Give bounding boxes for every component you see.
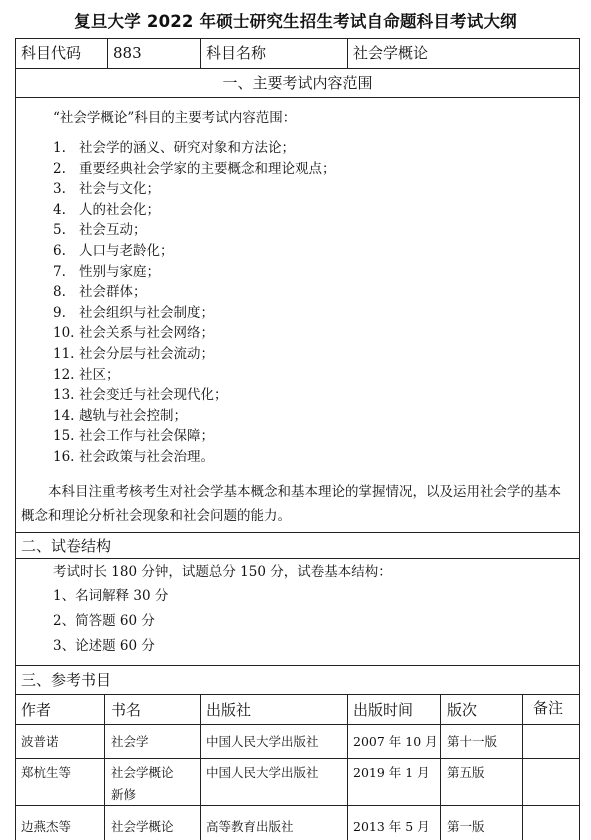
list-item-number: 11.	[53, 346, 75, 362]
rule-header-v1	[107, 38, 108, 68]
col-book: 书名	[111, 701, 142, 719]
content-list-item	[53, 344, 214, 364]
book-edition: 第十一版	[447, 734, 498, 749]
book-publisher: 高等教育出版社	[206, 819, 294, 834]
content-list-item	[53, 447, 214, 467]
section3-heading: 三、参考书目	[21, 671, 112, 689]
rule-section2-heading	[15, 558, 580, 559]
book-author: 郑杭生等	[21, 765, 72, 780]
list-item-text: 社会政策与社会治理。	[79, 449, 214, 465]
content-list-item	[53, 200, 160, 220]
list-item-text: 社会分层与社会流动；	[79, 346, 214, 362]
list-item-number: 8.	[53, 284, 66, 301]
content-list-item	[53, 138, 295, 158]
list-item-text: 人口与老龄化；	[79, 243, 174, 259]
book-publisher: 中国人民大学出版社	[206, 765, 319, 780]
content-list-item	[53, 241, 174, 261]
rule-book-row1	[15, 758, 580, 759]
section1-intro: “社会学概论”科目的主要考试内容范围：	[53, 110, 297, 126]
list-item-number: 5.	[53, 222, 66, 239]
rule-right	[579, 38, 580, 840]
rule-books-v4	[440, 694, 441, 840]
list-item-number: 12.	[53, 366, 75, 383]
list-item-number: 13.	[53, 387, 75, 404]
section1-heading: 一、主要考试内容范围	[222, 74, 373, 92]
book-publisher: 中国人民大学出版社	[206, 734, 319, 749]
structure-item: 2、简答题 60 分	[53, 613, 155, 629]
book-date: 2019 年 1 月	[353, 765, 430, 780]
rule-books-v1	[104, 694, 105, 840]
list-item-text: 社会工作与社会保障；	[79, 428, 214, 445]
content-list-item	[53, 365, 120, 385]
rule-books-v2	[200, 694, 201, 840]
list-item-text: 社会组织与社会制度；	[79, 304, 214, 321]
list-item-number: 9.	[53, 304, 66, 321]
rule-header-bottom	[15, 68, 580, 69]
list-item-number: 10.	[53, 325, 75, 342]
list-item-number: 16.	[53, 449, 75, 465]
book-edition: 第一版	[447, 819, 485, 834]
document-title: 复旦大学 2022 年硕士研究生招生考试自命题科目考试大纲	[74, 12, 517, 31]
list-item-text: 性别与家庭；	[79, 263, 160, 280]
content-list-item	[53, 385, 228, 405]
subject-name-label: 科目名称	[206, 44, 267, 62]
col-publisher: 出版社	[206, 701, 252, 719]
subject-code-value: 883	[113, 44, 142, 62]
book-title: 社会学概论	[111, 819, 174, 834]
book-title: 社会学	[111, 734, 149, 749]
list-item-text: 越轨与社会控制；	[79, 407, 187, 424]
rule-books-v3	[347, 694, 348, 840]
list-item-number: 7.	[53, 263, 66, 280]
content-list-item	[53, 323, 214, 343]
rule-book-row2	[15, 805, 580, 806]
structure-item: 1、名词解释 30 分	[53, 588, 169, 604]
rule-section1-heading	[15, 97, 580, 98]
content-list-item	[53, 303, 214, 323]
list-item-text: 社区；	[79, 366, 120, 383]
list-item-text: 社会关系与社会网络；	[79, 325, 214, 342]
rule-books-v5	[522, 694, 523, 840]
book-edition: 第五版	[447, 765, 485, 780]
list-item-text: 社会学的涵义、研究对象和方法论；	[79, 140, 295, 156]
list-item-number: 1.	[53, 140, 66, 156]
content-list-item	[53, 426, 214, 446]
content-list-item	[53, 262, 160, 282]
list-item-number: 4.	[53, 201, 66, 218]
list-item-text: 社会变迁与社会现代化；	[79, 387, 228, 404]
list-item-text: 人的社会化；	[79, 201, 160, 218]
rule-section1-end	[15, 532, 580, 533]
section2-intro: 考试时长 180 分钟，试题总分 150 分，试卷基本结构：	[53, 564, 392, 580]
content-list-item	[53, 159, 336, 179]
subject-code-label: 科目代码	[21, 44, 82, 62]
rule-left	[15, 38, 16, 840]
list-item-number: 15.	[53, 428, 75, 445]
book-date: 2013 年 5 月	[353, 819, 430, 834]
rule-section2-end	[15, 665, 580, 666]
rule-header-v2	[200, 38, 201, 68]
book-title: 社会学概论	[111, 765, 174, 780]
list-item-text: 社会互动；	[79, 222, 147, 239]
col-note: 备注	[533, 699, 564, 717]
book-date: 2007 年 10 月	[353, 734, 438, 749]
rule-section3-heading	[15, 694, 580, 695]
rule-header-v3	[347, 38, 348, 68]
col-date: 出版时间	[353, 701, 414, 719]
list-item-number: 14.	[53, 407, 75, 424]
list-item-text: 社会群体；	[79, 284, 147, 301]
list-item-number: 3.	[53, 181, 66, 198]
section1-summary: 本科目注重考核考生对社会学基本概念和基本理论的掌握情况，以及运用社会学的基本概念和理论分析社会现象和社会问题的能力。	[21, 484, 561, 524]
list-item-text: 社会与文化；	[79, 181, 160, 198]
col-edition: 版次	[447, 701, 478, 719]
rule-books-header	[15, 724, 580, 725]
list-item-number: 2.	[53, 160, 66, 177]
content-list-item	[53, 179, 160, 199]
content-list-item	[53, 220, 147, 240]
list-item-text: 重要经典社会学家的主要概念和理论观点；	[79, 160, 336, 177]
syllabus-table	[15, 38, 580, 840]
section2-heading: 二、试卷结构	[21, 537, 112, 555]
content-list-item	[53, 406, 187, 426]
book-title-line2: 新修	[111, 787, 137, 802]
content-list-item	[53, 282, 147, 302]
book-author: 边燕杰等	[21, 819, 72, 834]
book-author: 波普诺	[21, 734, 59, 749]
subject-name-value: 社会学概论	[353, 44, 429, 62]
list-item-number: 6.	[53, 243, 66, 259]
structure-item: 3、论述题 60 分	[53, 638, 155, 654]
rule-top	[15, 38, 580, 39]
col-author: 作者	[21, 701, 52, 719]
